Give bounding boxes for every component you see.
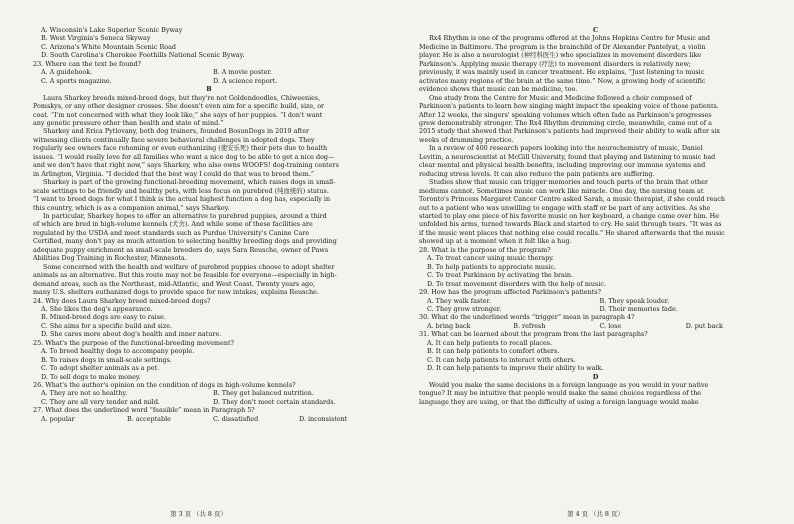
- passage-line: demand areas, such as the Northeast, mid-Atlantic, and West Coast. Twenty years ago,: [33, 279, 316, 288]
- option-a: A. To treat cancer using music therapy.: [427, 254, 555, 263]
- option-d: D. She cares more about dog's health and inner nature.: [41, 330, 222, 339]
- question-29: 29. How has the program affected Parkinson's patients?: [419, 288, 601, 297]
- passage-line: witnessing clients continually face severe behavioral challenges in adopted dogs. They: [33, 135, 315, 144]
- passage-line: Laura Sharkey breeds mixed-breed dogs, but they're not Goldendoodles, Chiweenies,: [43, 93, 321, 102]
- passage-line: issues. “I would really love for all families who want a nice dog to be able to get a nice dog—: [33, 152, 335, 161]
- passage-line: coat. “I'm not concerned with what they look like,” she says of her puppies. “I don't want: [33, 110, 323, 119]
- options-row: [33, 415, 385, 423]
- passage-line: One study from the Centre for Music and Medicine followed a choir composed of: [429, 93, 692, 102]
- passage-line: grew demonstrably stronger. The Rx4 Rhythm drumming circle, meanwhile, came out of a: [419, 118, 712, 127]
- question-31: 31. What can be learned about the program from the last paragraphs?: [419, 330, 648, 339]
- passage-line: 2015 study that showed that Parkinson's patients had improved their ability to walk after six: [419, 127, 721, 136]
- question-27: 27. What does the underlined word “feasible” mean in Paragraph 5?: [33, 406, 255, 415]
- passage-line: started to play one piece of his favorite music on her keyboard, a change came over him. He: [419, 211, 720, 220]
- option-c: C. To treat Parkinson by activating the brain.: [427, 271, 574, 280]
- passage-line: reducing stress levels. It can also reduce the pain patients are suffering.: [419, 169, 655, 178]
- option-line: A. Wisconsin's Lake Superior Scenic Byway: [41, 26, 183, 34]
- options-row: [419, 322, 772, 330]
- passage-line: Sharkey is part of the growing functional-breeding movement, which raises dogs in small-: [43, 178, 336, 187]
- passage-line: activates many regions of the brain at the same time.” Now, a growing body of scientific: [419, 76, 706, 85]
- option-line: D. South Carolina's Cherokee Foothills National Scenic Byway.: [41, 51, 245, 60]
- passage-line: adequate puppy enrichment as small-scale breeders do, says Sara Reusche, owner of Paws: [33, 245, 329, 254]
- passage-line: unfolded his arms, turned towards Black and started to cry. He said through tears. “It was as: [419, 220, 722, 229]
- options-row: [33, 389, 385, 397]
- passage-line: Toronto's Princess Margaret Cancer Centre asked Sarah, a music therapist, if she could reach: [419, 195, 725, 204]
- passage-line: tongue? It may be intuitive that people would make the same choices regardless of the: [419, 389, 702, 398]
- option-b: B. acceptable: [127, 414, 171, 423]
- passage-line: scale settings to be friendly and healthy pets, with less focus on purebred (纯血统的) status.: [33, 186, 329, 195]
- question-28: 28. What is the purpose of the program?: [419, 245, 551, 254]
- section-heading-d: D: [592, 372, 599, 381]
- passage-line: mediums cannot. Sometimes music can work like miracle. One day, the nursing team at: [419, 186, 704, 195]
- passage-line: weeks of drumming practice.: [419, 135, 514, 144]
- option-b: B. A movie poster.: [213, 68, 272, 77]
- passage-line: many U.S. shelters euthanized dogs to provide space for new intakes, explains Reusche.: [33, 288, 319, 297]
- options-row: [33, 398, 385, 406]
- option-c: C. It can help patients to interact with others.: [427, 355, 576, 364]
- passage-line: Certified, many don't pay as much attention to selecting healthy breeding dogs and providing: [33, 237, 337, 246]
- passage-line: Sharkey and Erica Pytlovany, both dog trainers, founded BosunDogs in 2019 after: [43, 127, 310, 136]
- options-row: [419, 305, 772, 313]
- option-c: C. They are all very tender and mild.: [41, 397, 160, 406]
- option-c: C. lose: [599, 321, 622, 330]
- option-line: B. West Virginia's Seneca Skyway: [41, 34, 151, 43]
- passage-line: Would you make the same decisions in a foreign language as you would in your native: [429, 381, 709, 390]
- passage-line: evidence shows that music can be medicine, too.: [419, 85, 578, 94]
- option-b: B. refresh: [513, 321, 546, 330]
- passage-line: previously, it was mainly used in cancer treatment. He explains, “Just listening to music: [419, 68, 705, 77]
- option-a: A. bring back: [427, 321, 471, 330]
- option-a: A. To breed healthy dogs to accompany people.: [41, 347, 195, 356]
- question-25: 25. What's the purpose of the functional-breeding movement?: [33, 338, 234, 347]
- passage-line: Studies show that music can trigger memories and touch parts of the brain that other: [429, 178, 708, 187]
- option-c: C. A sports magazine.: [41, 76, 112, 85]
- passage-line: this country, which is as a companion animal,” says Sharkey.: [33, 203, 230, 212]
- passage-line: if the music went places that nothing else could recalls.” He shared afterwards that the music: [419, 228, 725, 237]
- option-a: A. They are not so healthy.: [41, 389, 128, 398]
- passage-line: Parkinson's patients to learn how singing might impact the speaking voice of those patients.: [419, 102, 719, 111]
- passage-line: Medicine in Baltimore. The program is the brainchild of Dr Alexander Pantelyat, a violin: [419, 42, 706, 51]
- passage-line: regularly see owners face rehoming or even euthanizing (使安乐死) their pets due to health: [33, 144, 328, 153]
- passage-line: out to a patient who was unwilling to engage with staff or be part of any activities. As she: [419, 203, 711, 212]
- option-d: D. To sell dogs to make money.: [41, 372, 141, 381]
- passage-line: in Arlington, Virginia. “I decided that the best way I could do that was to breed them.”: [33, 169, 315, 178]
- passage-line: Some concerned with the health and welfare of purebred puppies choose to adopt shelter: [43, 262, 335, 271]
- passage-line: animals as an alternative. But this route may not be feasible for everyone—especially in high-: [33, 271, 337, 280]
- option-d: D. inconsistent: [299, 414, 348, 423]
- question-24: 24. Why does Laura Sharkey breed mixed-breed dogs?: [33, 296, 211, 305]
- options-row: [33, 68, 385, 76]
- section-heading-b: B: [206, 85, 212, 94]
- option-a: A. It can help patients to recall places.: [427, 338, 553, 347]
- option-a: A. They walk faster.: [427, 296, 491, 305]
- option-d: D. put back: [685, 321, 723, 330]
- option-b: B. Mixed-breed dogs are easy to raise.: [41, 313, 166, 322]
- passage-line: Abilities Dog Training in Rochester, Minnesota.: [33, 254, 187, 263]
- passage-line: Rx4 Rhythm is one of the programs offered at the Johns Hopkins Centre for Music and: [429, 34, 710, 43]
- question-30: 30. What do the underlined words “trigger” mean in paragraph 4?: [419, 313, 635, 322]
- option-d: D. To treat movement disorders with the help of music.: [427, 279, 606, 288]
- passage-line: Levitin, a neuroscientist at McGill University, found that playing and listening to music had: [419, 152, 716, 161]
- passage-line: and we don't have that right now,” says Sharkey, who also owns WOOFS! dog-training centers: [33, 161, 339, 170]
- option-line: C. Arizona's White Mountain Scenic Road: [41, 42, 177, 51]
- option-c: C. They grow stronger.: [427, 304, 502, 313]
- passage-line: “I want to breed dogs for what I think is the actual highest function a dog has, especially in: [33, 195, 331, 204]
- page-footer: 第 4 页 （共 8 页）: [567, 510, 624, 518]
- question-26: 26. What's the author's opinion on the condition of dogs in high-volume kennels?: [33, 381, 296, 390]
- option-b: B. To raises dogs in small-scale settings.: [41, 355, 172, 364]
- passage-line: language they are using, or that the difficulty of using a foreign language would make: [419, 397, 699, 406]
- options-row: [33, 77, 385, 85]
- option-a: A. A guidebook.: [41, 68, 93, 77]
- option-b: B. To help patients to appreciate music.: [427, 262, 556, 271]
- passage-line: In particular, Sharkey hopes to offer an alternative to purebred puppies, around a third: [43, 211, 327, 220]
- passage-line: any genetic pressure other than health and state of mind.”: [33, 118, 224, 127]
- passage-line: clear mental and physical health benefits, including improving our immune systems and: [419, 161, 706, 170]
- question-23: 23. Where can the text be found?: [33, 59, 141, 68]
- option-c: C. To adopt shelter animals as a pet.: [41, 364, 160, 373]
- passage-line: In a review of 400 research papers looking into the neurochemistry of music, Daniel: [429, 144, 703, 153]
- option-d: D. Their memories fade.: [599, 304, 678, 313]
- passage-line: After 12 weeks, the singers' speaking volumes which often fade as Parkinson's progresses: [419, 110, 712, 119]
- option-d: D. A science report.: [213, 76, 278, 85]
- option-b: B. It can help patients to comfort others.: [427, 347, 560, 356]
- option-b: B. They get balanced nutrition.: [213, 389, 314, 398]
- passage-line: Pomskys, or any other designer crosses. She doesn't even aim for a specific build, size, or: [33, 102, 325, 111]
- option-d: D. It can help patients to improve their ability to walk.: [427, 364, 604, 373]
- option-a: A. She likes the dog's appearance.: [41, 304, 153, 313]
- option-b: B. They speak louder.: [599, 296, 670, 305]
- option-d: D. They don't meet certain standards.: [213, 397, 336, 406]
- right-page: [397, 0, 794, 524]
- passage-line: Parkinson's. Applying music therapy (疗法) to movement disorders is relatively new;: [419, 59, 692, 68]
- option-c: C. She aims for a specific build and size.: [41, 321, 173, 330]
- passage-line: player. He is also a neurologist (神经科医生) who specializes in movement disorders like: [419, 51, 702, 60]
- section-heading-c: C: [592, 26, 599, 34]
- option-c: C. dissatisfied: [213, 414, 259, 423]
- passage-line: of which are bred in high-volume kennels (犬舍). And while some of these facilities are: [33, 220, 313, 229]
- passage-line: regulated by the USDA and meet standards such as Purdue University's Canine Care: [33, 228, 310, 237]
- options-row: [419, 297, 772, 305]
- passage-line: showed up at a moment when it felt like a hug.: [419, 237, 572, 246]
- page-footer: 第 3 页 （共 8 页）: [170, 510, 227, 518]
- option-a: A. popular: [41, 414, 75, 423]
